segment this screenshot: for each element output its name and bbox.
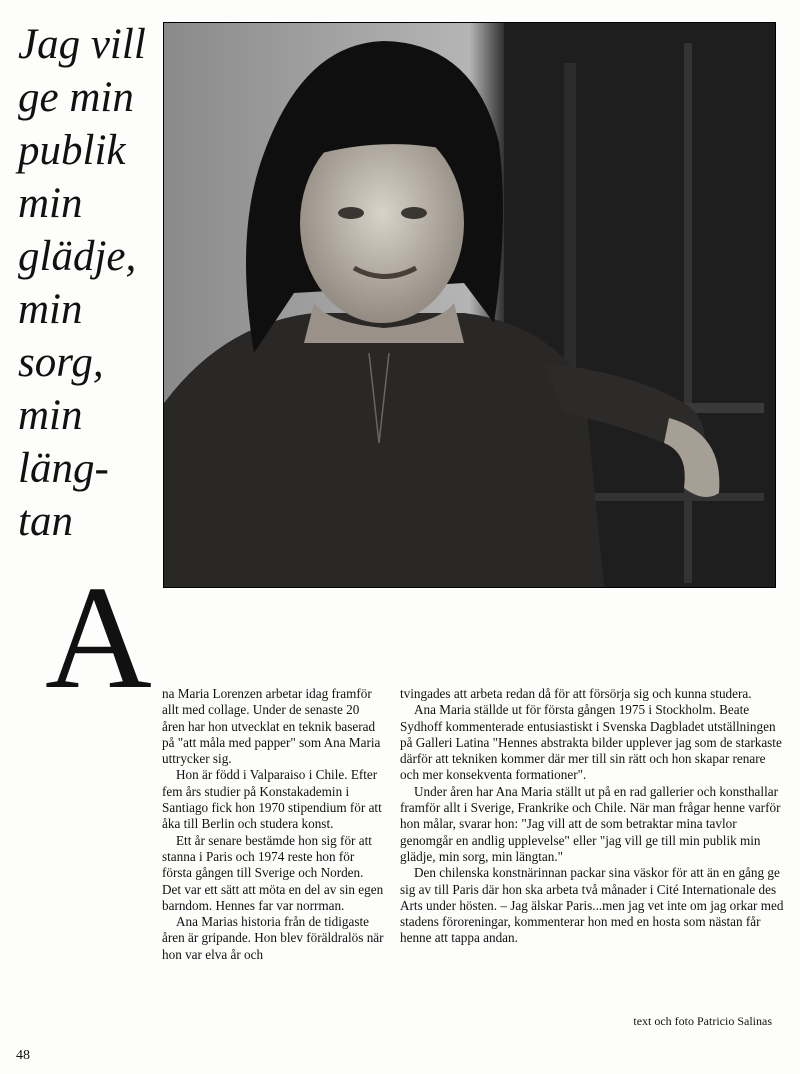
- paragraph: Ett år senare bestämde hon sig för att stanna i Paris och 1974 reste hon för första gången till Sverige och Norden. Det var ett sätt att möta en del av sin egen barndom. Hennes far var norrman.: [162, 832, 384, 913]
- headline-line: tan: [18, 498, 73, 545]
- paragraph: Ana Marias historia från de tidigaste åren är gripande. Hon blev föräldralös när hon var elva år och: [162, 914, 384, 962]
- paragraph: Ana Maria ställde ut för första gången 1975 i Stockholm. Beate Sydhoff kommenterade entusiastiskt i Svenska Dagbladet utställningen på Galleri Latina "Hennes abstrakta bilder upplever jag som de starkaste därför att tekniken kommer där mer till sin rätt och hon skapar renare och mer konsekventa formationer".: [400, 702, 782, 783]
- paragraph: na Maria Lorenzen arbetar idag framför allt med collage. Under de senaste 20 åren har hon utvecklat en teknik baserad på "att måla med papper" som Ana Maria uttrycker sig.: [162, 686, 381, 767]
- headline-line: publik: [18, 127, 126, 174]
- headline: [18, 18, 158, 548]
- paragraph: Den chilenska konstnärinnan packar sina väskor för att än en gång ge sig av till Paris där hon ska arbeta två månader i Cité Internationale des Arts under hösten. – Jag älskar Paris...men jag vet inte om jag orkar med stadens föroreningar, kommenterar hon med en hosta som nästan får henne att tappa andan.: [400, 865, 784, 946]
- headline-line: min: [18, 286, 83, 333]
- headline-line: min: [18, 392, 83, 439]
- headline-line: Jag vill: [18, 21, 146, 68]
- article-column-2: [400, 686, 786, 947]
- headline-line: sorg,: [18, 339, 104, 386]
- article-column-1: [162, 686, 384, 963]
- headline-line: glädje,: [18, 233, 137, 280]
- page-number: 48: [16, 1048, 30, 1063]
- portrait-photo-icon: [164, 23, 775, 587]
- drop-cap: A: [45, 556, 152, 720]
- headline-line: ge min: [18, 74, 134, 121]
- paragraph: Hon är född i Valparaiso i Chile. Efter fem års studier på Konstakademin i Santiago fick hon 1970 stipendium för att åka till Berlin och studera konst.: [162, 767, 382, 832]
- paragraph: tvingades att arbeta redan då för att försörja sig och kunna studera.: [400, 686, 752, 701]
- headline-line: läng-: [18, 445, 109, 492]
- photo-credit: text och foto Patricio Salinas: [633, 1014, 772, 1028]
- paragraph: Under åren har Ana Maria ställt ut på en rad gallerier och konsthallar framför allt i Sverige, Frankrike och Chile. När man frågar henne varför hon målar, svarar hon: "Jag vill att de som betraktar mina tavlor genomgår en andlig upplevelse" eller "jag vill ge till min publik min glädje, min sorg, min längtan.": [400, 783, 781, 864]
- headline-line: min: [18, 180, 83, 227]
- portrait-photo: [163, 22, 776, 588]
